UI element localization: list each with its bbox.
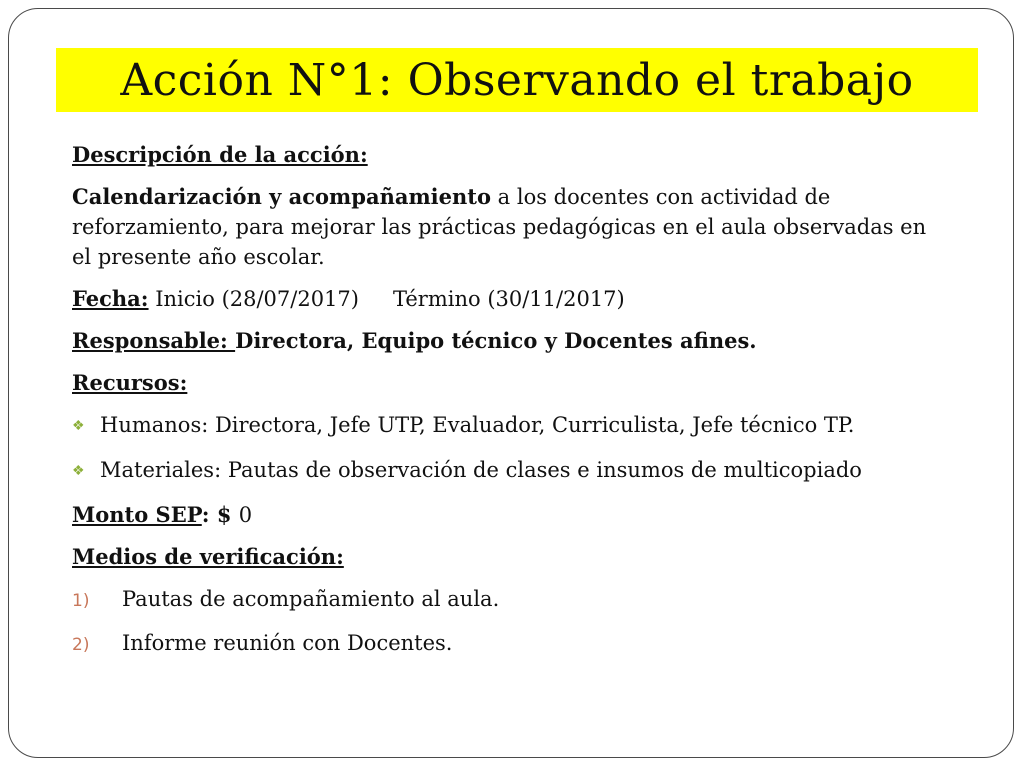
monto-row [72,500,972,530]
descripcion-paragraph [72,182,932,272]
recursos-heading [72,368,972,398]
recurso-humanos: Humanos: Directora, Jefe UTP, Evaluador, Curriculista, Jefe técnico TP. [100,413,855,437]
medio-text: Pautas de acompañamiento al aula. [122,587,500,611]
monto-value: 0 [238,503,253,527]
responsable-row [72,326,972,356]
fecha-row [72,284,972,314]
list-item [72,584,972,616]
fecha-termino: Término (30/11/2017) [393,287,625,311]
list-item [72,410,972,443]
recurso-materiales: Materiales: Pautas de observación de clases e insumos de multicopiado [100,458,862,482]
responsable-value: Directora, Equipo técnico y Docentes afines. [235,328,757,353]
list-number: 2) [72,635,90,655]
slide-title: Acción N°1: Observando el trabajo [120,54,914,106]
descripcion-bold: Calendarización y acompañamiento [72,184,491,209]
monto-sep: : $ [201,502,239,527]
medios-label: Medios de verificación: [72,544,344,569]
diamond-bullet-icon: ❖ [72,418,85,434]
list-item [72,628,972,660]
descripcion-text: a los docentes con actividad de reforzamiento, para mejorar las prácticas pedagógicas en el aula observadas en el presente año escolar. [72,185,927,269]
monto-label: Monto SEP [72,502,202,527]
list-number: 1) [72,591,90,611]
slide-content [72,140,972,672]
medio-text: Informe reunión con Docentes. [122,631,453,655]
recursos-label: Recursos: [72,370,188,395]
title-bar [56,48,978,112]
descripcion-heading [72,140,972,170]
medios-heading [72,542,972,572]
descripcion-label: Descripción de la acción: [72,142,368,167]
fecha-label: Fecha: [72,286,149,311]
responsable-label: Responsable: [72,328,236,353]
list-item [72,455,972,488]
diamond-bullet-icon: ❖ [72,463,85,479]
fecha-inicio: Inicio (28/07/2017) [155,287,359,311]
